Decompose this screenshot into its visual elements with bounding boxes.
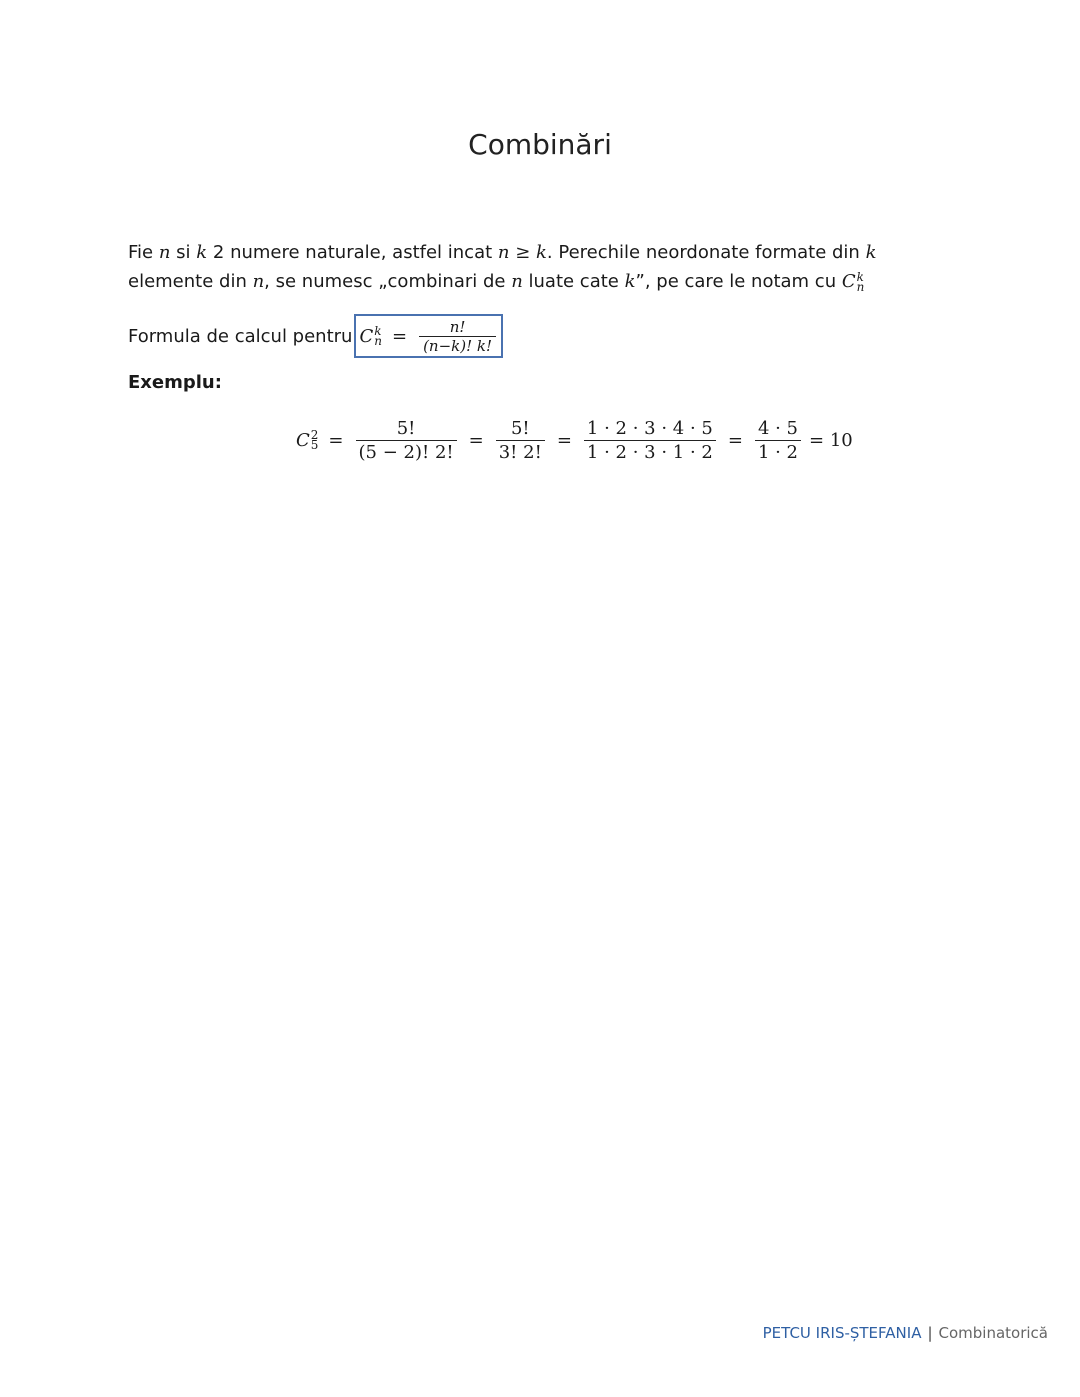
- text: si: [170, 242, 197, 263]
- inequality: n ≥ k: [497, 242, 547, 263]
- superscript: k: [374, 324, 382, 338]
- result: = 10: [809, 429, 853, 451]
- text: . Perechile neordonate formate din: [546, 242, 866, 263]
- fraction-2: [496, 417, 545, 464]
- var-k: k: [196, 242, 208, 263]
- var-k: k: [865, 242, 877, 263]
- subscript: 5: [310, 438, 319, 452]
- equals-sign: =: [391, 325, 408, 347]
- formula-box: [354, 314, 503, 358]
- text: , se numesc „combinari de: [264, 271, 512, 292]
- sup-sub: [857, 272, 865, 292]
- numerator: 5!: [510, 417, 530, 439]
- equals-sign: =: [328, 429, 344, 451]
- footer-separator: |: [927, 1324, 933, 1342]
- subscript: n: [374, 334, 382, 348]
- definition-paragraph: [128, 238, 958, 296]
- fraction-1: [356, 417, 457, 464]
- var-k: k: [624, 271, 636, 292]
- denominator: 1 · 2: [755, 440, 801, 464]
- fraction: [419, 318, 496, 355]
- denominator: 1 · 2 · 3 · 1 · 2: [584, 440, 716, 464]
- footer-author: PETCU IRIS-ȘTEFANIA: [762, 1324, 922, 1342]
- formula-label: Formula de calcul pentru: [128, 325, 353, 347]
- sup-sub: [374, 326, 382, 346]
- var-n: n: [158, 242, 171, 263]
- superscript: k: [856, 270, 864, 284]
- equals-sign: =: [556, 429, 572, 451]
- numerator: 1 · 2 · 3 · 4 · 5: [586, 417, 713, 439]
- subscript: n: [856, 280, 865, 294]
- denominator: (n−k)! k!: [419, 336, 496, 355]
- footer-subject: Combinatorică: [938, 1324, 1048, 1342]
- var-n: n: [511, 271, 523, 292]
- fraction-3: [584, 417, 716, 464]
- combination-symbol: C: [841, 271, 856, 292]
- sup-sub: [311, 430, 319, 450]
- text: 2 numere naturale, astfel incat: [207, 242, 498, 263]
- fraction-4: [755, 417, 801, 464]
- text: ”, pe care le notam cu: [635, 271, 842, 292]
- combination-symbol: C: [296, 429, 310, 451]
- superscript: 2: [310, 428, 319, 442]
- denominator: 3! 2!: [496, 440, 545, 464]
- var-n: n: [252, 271, 265, 292]
- equals-sign: =: [727, 429, 743, 451]
- text: Fie: [128, 242, 159, 263]
- example-equation: [296, 410, 853, 470]
- numerator: 5!: [396, 417, 416, 439]
- combination-symbol: C: [359, 325, 374, 347]
- footer: [763, 1324, 1048, 1342]
- example-label: Exemplu:: [128, 372, 222, 393]
- text: luate cate: [522, 271, 625, 292]
- numerator: 4 · 5: [757, 417, 799, 439]
- text: elemente din: [128, 271, 253, 292]
- equals-sign: =: [468, 429, 484, 451]
- denominator: (5 − 2)! 2!: [356, 440, 457, 464]
- numerator: n!: [449, 317, 466, 336]
- page-title: Combinări: [468, 128, 612, 161]
- formula-line: [128, 310, 503, 362]
